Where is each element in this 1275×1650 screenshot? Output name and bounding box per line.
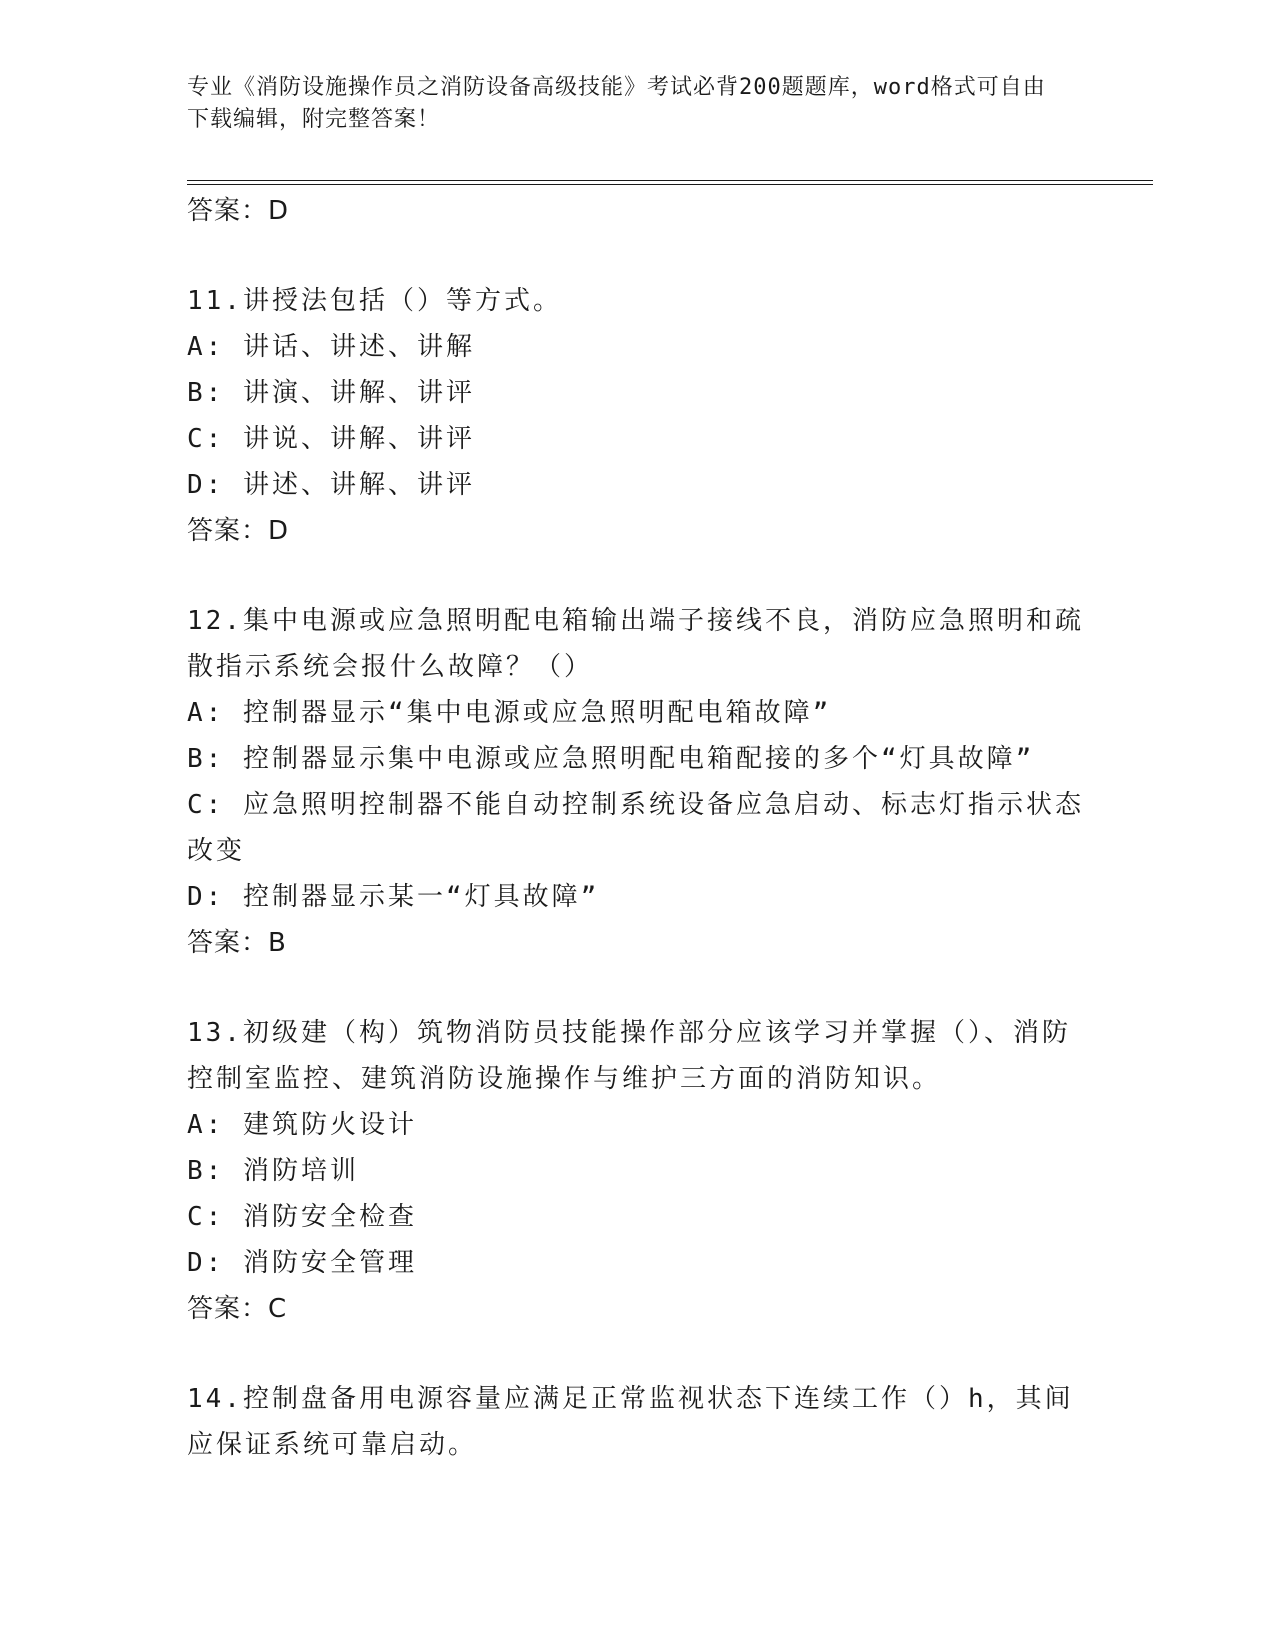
answer-line: 答案：D [187, 516, 290, 546]
answer-line: 答案：C [187, 1294, 288, 1324]
option-d: D: 讲述、讲解、讲评 [187, 470, 475, 500]
answer-line: 答案：D [187, 196, 290, 226]
header-divider-top [187, 180, 1153, 181]
option-b: B: 消防培训 [187, 1156, 359, 1186]
question-stem: 14.控制盘备用电源容量应满足正常监视状态下连续工作（）h，其间应保证系统可靠启动。 [187, 1384, 1074, 1460]
option-a: A: 控制器显示“集中电源或应急照明配电箱故障” [187, 698, 832, 728]
option-a: A: 讲话、讲述、讲解 [187, 332, 475, 362]
option-c: C: 讲说、讲解、讲评 [187, 424, 475, 454]
question-stem: 11.讲授法包括（）等方式。 [187, 286, 562, 316]
option-a: A: 建筑防火设计 [187, 1110, 417, 1140]
question-14 [187, 1376, 1087, 1468]
option-b: B: 控制器显示集中电源或应急照明配电箱配接的多个“灯具故障” [187, 744, 1035, 774]
option-d: D: 控制器显示某一“灯具故障” [187, 882, 600, 912]
answer-line: 答案：B [187, 928, 287, 958]
question-stem: 12.集中电源或应急照明配电箱输出端子接线不良，消防应急照明和疏散指示系统会报什么故障？（） [187, 606, 1084, 682]
option-b: B: 讲演、讲解、讲评 [187, 378, 475, 408]
option-c: C: 应急照明控制器不能自动控制系统设备应急启动、标志灯指示状态改变 [187, 790, 1084, 866]
option-d: D: 消防安全管理 [187, 1248, 417, 1278]
question-11 [187, 278, 1087, 554]
question-stem: 13.初级建（构）筑物消防员技能操作部分应该学习并掌握（）、消防控制室监控、建筑消防设施操作与维护三方面的消防知识。 [187, 1018, 1071, 1094]
option-c: C: 消防安全检查 [187, 1202, 417, 1232]
question-list [187, 188, 1087, 1468]
header-divider-bottom [187, 184, 1153, 185]
document-header: 专业《消防设施操作员之消防设备高级技能》考试必背200题题库，word格式可自由下载编辑，附完整答案！ [187, 75, 1046, 132]
question-13 [187, 1010, 1087, 1332]
question-12 [187, 598, 1087, 966]
